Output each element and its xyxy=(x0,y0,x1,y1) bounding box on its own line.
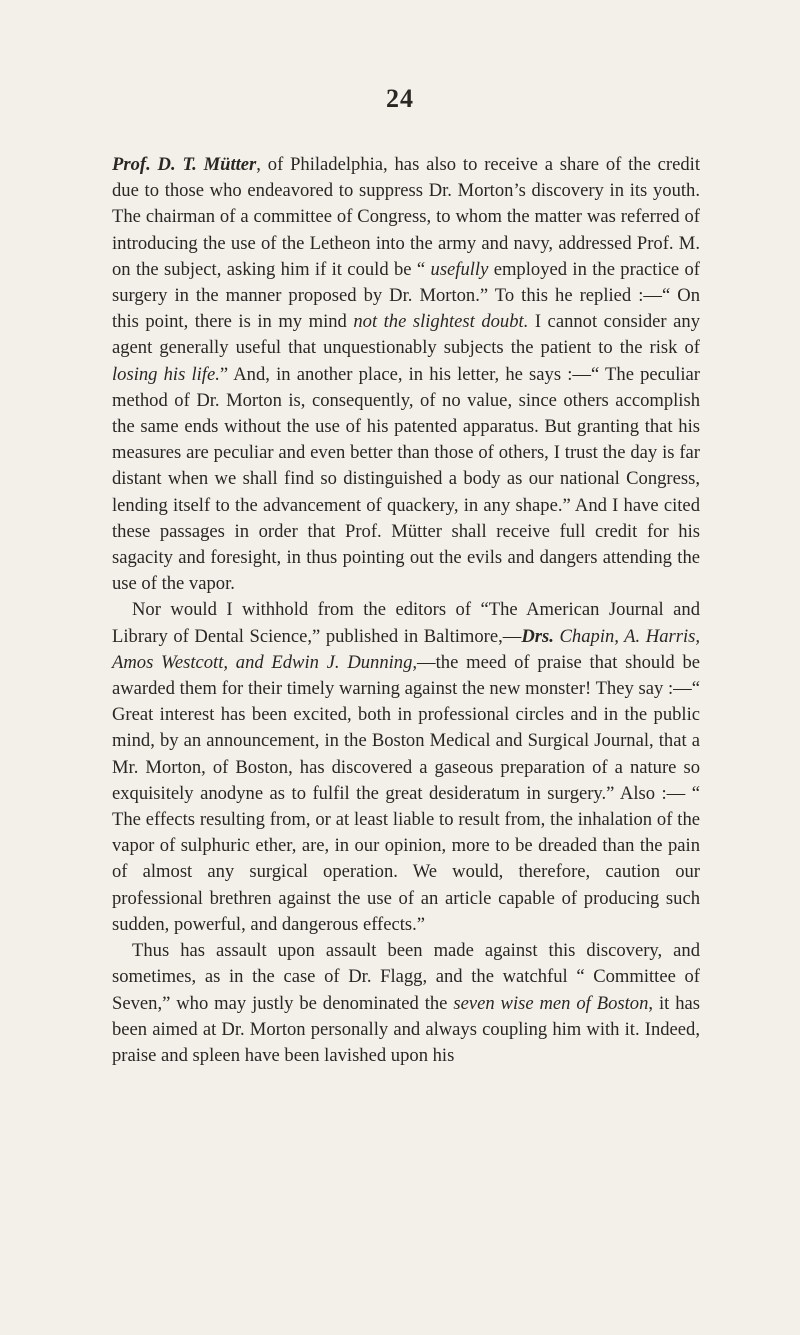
text-run: , it has been aimed at Dr. Morton personally and always coupling him with it. Indeed, praise and spleen have been lavished upon his xyxy=(112,992,700,1066)
text-run: I cannot consider any agent generally useful that unquestionably subjects the patient to the risk of xyxy=(112,311,700,359)
text-run: losing his life. xyxy=(112,363,220,385)
text-run: Chapin, A. Harris, Amos Westcott, and Edwin J. Dunning, xyxy=(112,625,701,673)
text-run: not the slightest doubt. xyxy=(353,311,529,333)
page-number: 24 xyxy=(386,84,414,113)
paragraph xyxy=(112,938,700,1069)
text-run: ” And, in another place, in his letter, he says :—“ The peculiar method of Dr. Morton is, consequently, of no value, since others accomplish the same ends without the use of his patented apparatus. But granting that his measures are peculiar and even better than those of others, I trust the day is far distant when we shall find so distinguished a body as our national Congress, lending itself to the advancement of quackery, in any shape.” And I have cited these passages in order that Prof. Mütter shall receive full credit for his sagacity and foresight, in thus pointing out the evils and dangers attending the use of the vapor. xyxy=(112,363,700,595)
text-run: usefully xyxy=(430,258,489,280)
text-run: seven wise men of Boston xyxy=(453,992,649,1014)
text-run: Nor would I withhold from the editors of “The American Journal and Library of Dental Science,” published in Baltimore,— xyxy=(112,599,700,647)
text-run: Drs. xyxy=(521,625,554,647)
text-run: Thus has assault upon assault been made against this discovery, and sometimes, as in the case of Dr. Flagg, and the watchful “ Committee of Seven,” who may justly be denominated the xyxy=(112,940,700,1014)
text-run: , of Philadelphia, has also to receive a share of the credit due to those who endeavored to suppress Dr. Morton’s discovery in its youth. The chairman of a committee of Congress, to whom the matter was referred of introducing the use of the Letheon into the army and navy, addressed Prof. M. on the subject, asking him if it could be “ xyxy=(112,154,701,280)
body-text xyxy=(112,152,700,1069)
text-run: employed in the practice of surgery in the manner proposed by Dr. Morton.” To this he replied :—“ On this point, there is in my mind xyxy=(112,258,700,333)
text-run: Prof. D. T. Mütter xyxy=(112,154,257,175)
text-run: —the meed of praise that should be awarded them for their timely warning against the new monster! They say :—“ Great interest has been excited, both in professional circles and in the public mind, by an announcement, in the Boston Medical and Surgical Journal, that a Mr. Morton, of Boston, has discovered a gaseous preparation of a nature so exquisitely anodyne as to fulfil the great desideratum in surgery.” Also :— “ The effects resulting from, or at least liable to result from, the inhalation of the vapor of sulphuric ether, are, in our opinion, more to be dreaded than the pain of almost any surgical operation. We would, therefore, caution our professional brethren against the use of an article capable of producing such sudden, powerful, and dangerous effects.” xyxy=(112,651,700,935)
paragraph xyxy=(112,152,700,597)
paragraph xyxy=(112,597,700,938)
